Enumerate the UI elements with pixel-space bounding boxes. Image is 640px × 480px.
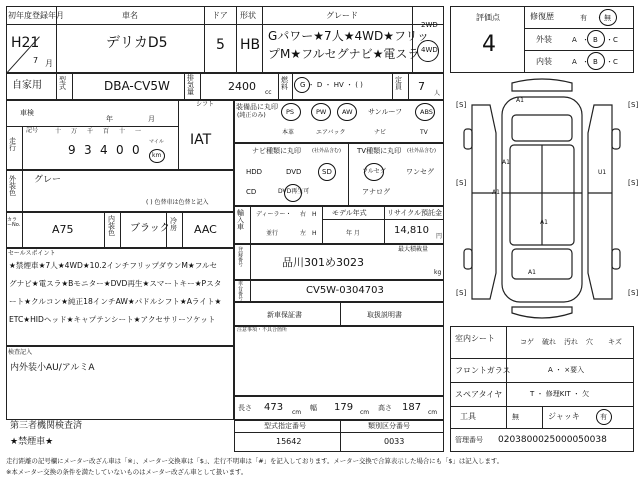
ext-a: A bbox=[572, 36, 577, 44]
tv-oneseg: ワンセグ bbox=[406, 168, 434, 176]
jack-value: 有 bbox=[600, 413, 607, 421]
equipment-item: PW bbox=[316, 108, 327, 116]
left-label: 左 bbox=[300, 230, 307, 237]
grade-line1: Gパワー★7人★4WD★フリッ bbox=[268, 29, 429, 43]
defect-label: A1 bbox=[516, 97, 524, 104]
tools-label: 工具 bbox=[460, 412, 476, 421]
sales-point-line: ETC★HIDヘッド★キャプテンシート★アクセサリーソケット bbox=[9, 315, 216, 324]
length-label: 長さ bbox=[238, 404, 252, 412]
car-outline-diagram bbox=[450, 73, 634, 326]
seat-item: 穴 bbox=[586, 338, 593, 346]
mileage-digit: 9 bbox=[68, 143, 76, 157]
ext-b: B bbox=[593, 36, 598, 44]
ext-dot1: ・ bbox=[582, 36, 589, 44]
mileage-digit: 0 bbox=[132, 143, 140, 157]
mileage-unit-header: 十 bbox=[119, 128, 126, 135]
s-mark: [ S ] bbox=[456, 179, 466, 187]
handle-h-1: H bbox=[312, 211, 317, 218]
manual-label: 取扱説明書 bbox=[367, 311, 402, 319]
registration-no: 品川301め3023 bbox=[282, 256, 364, 269]
jack-label: ジャッキ bbox=[548, 412, 580, 421]
model-code: DBA-CV5W bbox=[104, 79, 170, 93]
km-unit: km bbox=[152, 152, 162, 159]
equipment-item: TV bbox=[420, 129, 428, 136]
grade-line2: プM★フルセグナビ★電スラ bbox=[268, 47, 420, 61]
mileage-unit-header: 千 bbox=[87, 128, 94, 135]
grade-label: グレード bbox=[326, 11, 358, 20]
cc-unit: cc bbox=[265, 89, 272, 96]
dealer-label: ディーラー・ bbox=[256, 211, 292, 218]
parallel-label: 並行 bbox=[266, 230, 279, 237]
tv-label: TV種類に丸印 bbox=[357, 147, 402, 155]
tv-fullseg: フルセグ bbox=[362, 168, 386, 175]
repair-no: 無 bbox=[604, 14, 611, 22]
repair-label: 修復歴 bbox=[530, 12, 554, 21]
footer-line2: ※本メーター交換の条件を満たしていないものはメーター改ざん車として扱います。 bbox=[6, 468, 248, 476]
max-load-label: 最大積載量 bbox=[398, 246, 429, 253]
mileage-digit: 3 bbox=[84, 143, 92, 157]
defect-label: A1 bbox=[540, 219, 548, 226]
sales-point-line: ★禁煙車★7人★4WD★10.2インチフリップダウンM★フルセ bbox=[9, 261, 218, 270]
exterior-label: 外装色 bbox=[9, 175, 16, 197]
equipment-item: エアバック bbox=[316, 129, 346, 136]
shift-value: IAT bbox=[190, 132, 212, 148]
third-party-note: ★禁煙車★ bbox=[10, 437, 54, 447]
height-cm: cm bbox=[428, 409, 438, 416]
repair-yes: 有 bbox=[580, 14, 587, 22]
color-note: ( ) 色替車は色替と記入 bbox=[146, 199, 209, 206]
color-code: A75 bbox=[52, 223, 74, 236]
width-label: 幅 bbox=[310, 404, 317, 412]
navi-label: ナビ種類に丸印 bbox=[252, 147, 301, 155]
first-reg-year: H21 bbox=[11, 35, 40, 51]
defect-label: A1 bbox=[502, 159, 510, 166]
width-cm: cm bbox=[360, 409, 370, 416]
int-grade-label: 内装 bbox=[536, 57, 552, 66]
seat-item: 破れ bbox=[542, 338, 556, 346]
tv-analog: アナログ bbox=[362, 188, 390, 196]
int-b: B bbox=[593, 58, 598, 66]
doors-value: 5 bbox=[216, 37, 225, 53]
mileage-unit-header: 百 bbox=[103, 128, 110, 135]
category-label: 類別区分番号 bbox=[368, 422, 410, 430]
int-a: A bbox=[572, 58, 577, 66]
score-value: 4 bbox=[482, 32, 496, 57]
name-label: 車名 bbox=[122, 11, 138, 20]
inspector-label: 検査記入 bbox=[8, 349, 33, 356]
ext-c: C bbox=[613, 36, 618, 44]
equipment-label: 装備品に丸印 bbox=[236, 103, 278, 111]
person-unit: 人 bbox=[434, 90, 441, 97]
ext-grade-label: 外装 bbox=[536, 35, 552, 44]
shape-value: HB bbox=[240, 37, 261, 53]
height-label: 高さ bbox=[378, 404, 392, 412]
interior-seat-label: 室内シート bbox=[455, 334, 495, 343]
yen-unit: 円 bbox=[436, 233, 443, 240]
front-glass-label: フロントガラス bbox=[455, 366, 511, 375]
first-reg-label: 初年度登録年月 bbox=[8, 11, 64, 20]
s-mark: [ S ] bbox=[456, 101, 466, 109]
first-reg-month: 7 bbox=[33, 56, 39, 65]
model-code-label: 型式 bbox=[59, 76, 66, 91]
repair-dot: ・ bbox=[596, 14, 603, 22]
docs-block bbox=[234, 302, 444, 326]
category-value: 0033 bbox=[384, 437, 405, 446]
notes-block bbox=[234, 326, 444, 396]
seat-item: コゲ bbox=[520, 338, 534, 346]
fourwd-label: 4WD bbox=[421, 46, 438, 54]
exterior-color: グレー bbox=[34, 175, 62, 185]
recycle-label: リサイクル預託金 bbox=[387, 209, 443, 217]
tv-sub: (社外品含む) bbox=[407, 148, 436, 154]
front-glass-value: A ・ ×要入 bbox=[548, 366, 585, 374]
length-value: 473 bbox=[264, 402, 284, 413]
mileage-unit-header: 一 bbox=[135, 128, 142, 135]
ext-dot2: ・ bbox=[606, 36, 613, 44]
inspection-month: 月 bbox=[148, 115, 155, 123]
aircon-value: AAC bbox=[194, 223, 217, 236]
capacity-value: 7 bbox=[418, 80, 425, 93]
vehicle-name: デリカD5 bbox=[106, 35, 168, 51]
mileage-digit: 4 bbox=[100, 143, 108, 157]
spare-value: T ・ 修理KIT ・ 欠 bbox=[530, 390, 590, 398]
length-cm: cm bbox=[292, 409, 302, 416]
defect-label: A1 bbox=[528, 269, 536, 276]
registration-label: 登録番号 bbox=[238, 247, 244, 268]
third-party-label: 第三者機関検査済 bbox=[10, 421, 83, 431]
displacement-value: 2400 bbox=[228, 80, 256, 93]
score-label: 評価点 bbox=[476, 13, 500, 22]
equipment-item: AW bbox=[342, 108, 353, 116]
management-no: 0203800025000050038 bbox=[498, 435, 607, 445]
int-dot2: ・ bbox=[606, 58, 613, 66]
mileage-unit-header: 万 bbox=[71, 128, 78, 135]
int-dot1: ・ bbox=[582, 58, 589, 66]
capacity-label: 定員 bbox=[395, 76, 402, 91]
defect-label: A1 bbox=[492, 189, 500, 196]
kg-unit: kg bbox=[434, 269, 442, 276]
right-label: 右 bbox=[300, 211, 307, 218]
chassis-no: CV5W-0304703 bbox=[306, 285, 384, 296]
interior-color-label: 内装色 bbox=[108, 215, 115, 237]
inspector-note: 内外装小AU/アルミA bbox=[10, 363, 95, 373]
type-designation-value: 15642 bbox=[276, 437, 302, 446]
doors-label: ドア bbox=[212, 11, 228, 20]
footer-line1: 走行距離の記号欄にメーター改ざん車は「※」、メーター交換車は「$」、走行不明車は「#」を記入しております。メーター交換で合算表示した場合にも「$」は記入します。 bbox=[6, 457, 504, 465]
model-year-label: モデル年式 bbox=[332, 209, 367, 217]
sales-point-label: セールスポイント bbox=[8, 250, 56, 257]
inspection-year: 年 bbox=[106, 115, 113, 123]
int-c: C bbox=[613, 58, 618, 66]
tools-value: 無 bbox=[512, 413, 519, 421]
sales-point-line: ート★クルコン★純正18インチAW★パドルシフト★Aライト★ bbox=[9, 297, 222, 306]
displacement-label: 排気量 bbox=[187, 74, 194, 96]
s-mark: [ S ] bbox=[628, 289, 638, 297]
seat-item: キズ bbox=[608, 338, 622, 346]
interior-color: ブラック bbox=[130, 223, 170, 234]
fuel-label: 燃料 bbox=[281, 76, 288, 91]
aircon-label: 冷房 bbox=[170, 217, 177, 232]
equipment-item: ABS bbox=[420, 108, 433, 116]
seat-item: 汚れ bbox=[564, 338, 578, 346]
equipment-sub: (純正のみ) bbox=[237, 112, 266, 119]
navi-sub: (社外品含む) bbox=[312, 148, 341, 154]
navi-cd: CD bbox=[246, 188, 257, 196]
fuel-options: G ・ D ・ HV ・ ( ) bbox=[300, 81, 363, 89]
management-label: 管理番号 bbox=[455, 436, 483, 444]
equipment-item: ナビ bbox=[374, 129, 387, 136]
damage-diagram bbox=[450, 73, 634, 326]
type-designation-label: 型式指定番号 bbox=[264, 422, 306, 430]
twowd-label: 2WD bbox=[421, 21, 438, 29]
s-mark: [ S ] bbox=[628, 179, 638, 187]
model-year-ym: 年 月 bbox=[346, 230, 360, 237]
month-unit: 月 bbox=[45, 59, 53, 68]
defect-label: U1 bbox=[598, 169, 607, 176]
shape-label: 形状 bbox=[240, 11, 256, 20]
recycle-value: 14,810 bbox=[394, 225, 429, 236]
inspection-label: 車検 bbox=[20, 109, 34, 117]
mileage-label: 走行 bbox=[9, 137, 16, 152]
new-warranty: 新車保証書 bbox=[267, 311, 302, 319]
equipment-item: PS bbox=[286, 108, 295, 116]
notes-label: 注意事項・不具合箇所 bbox=[237, 327, 288, 333]
mile-unit: マイル bbox=[149, 139, 164, 145]
mileage-unit-header: 十 bbox=[55, 128, 62, 135]
navi-hdd: HDD bbox=[246, 168, 263, 176]
handle-h-2: H bbox=[312, 230, 317, 237]
equipment-item: サンルーフ bbox=[368, 108, 403, 116]
height-value: 187 bbox=[402, 402, 422, 413]
sales-point-line: グナビ★電スラ★Bモニター★DVD再生★スマートキー★Pスタ bbox=[9, 279, 222, 288]
spare-label: スペアタイヤ bbox=[455, 390, 503, 399]
shift-label: シフト bbox=[196, 101, 215, 108]
record-label: 記号 bbox=[26, 127, 39, 134]
s-mark: [ S ] bbox=[456, 289, 466, 297]
color-code-label: カラーNo. bbox=[7, 217, 21, 228]
mileage-digit: 0 bbox=[116, 143, 124, 157]
width-value: 179 bbox=[334, 402, 354, 413]
navi-dvd: DVD bbox=[286, 168, 302, 176]
chassis-label: 車台番号 bbox=[238, 281, 244, 302]
use-value: 自家用 bbox=[12, 80, 42, 91]
s-mark: [ S ] bbox=[628, 101, 638, 109]
equipment-item: 本革 bbox=[282, 129, 295, 136]
navi-sd: SD bbox=[322, 168, 332, 176]
import-label: 輸入車 bbox=[237, 209, 244, 231]
navi-dvd-play: DVD再生可 bbox=[278, 188, 310, 195]
inspector-block bbox=[6, 346, 234, 420]
